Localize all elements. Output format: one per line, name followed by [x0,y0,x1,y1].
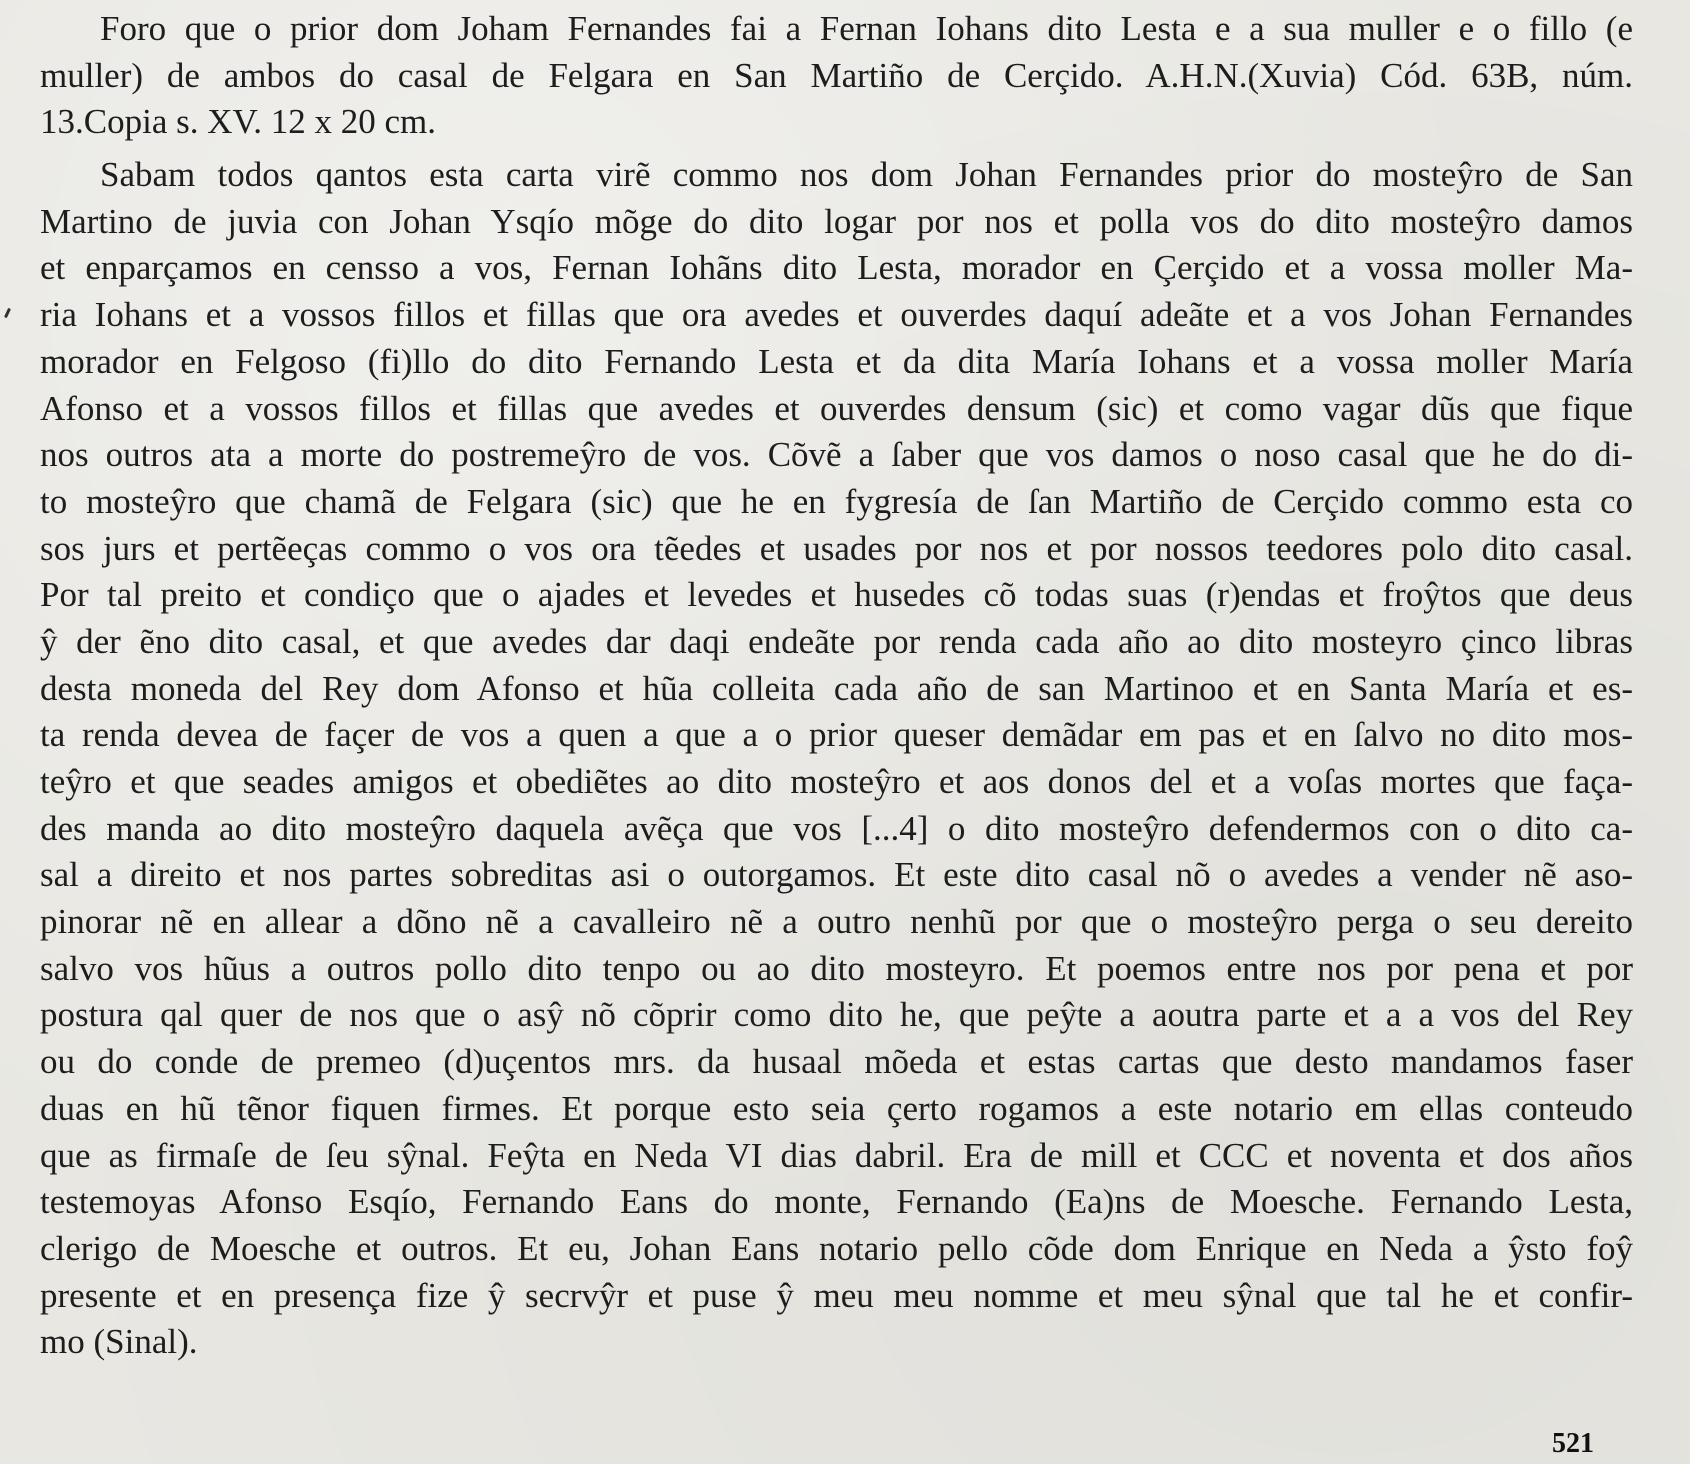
body-line: et enparçamos en censso a vos, Fernan Iohãns dito Lesta, morador en Çerçido et a vossa moller Ma- [40,248,1633,288]
ink-speck [4,308,11,318]
body-line: clerigo de Moesche et outros. Et eu, Johan Eans notario pello cõde dom Enrique en Neda a ŷsto foŷ [40,1228,1633,1268]
body-line: mo (Sinal). [40,1322,198,1362]
body-line: sos jurs et pertẽeças commo o vos ora tẽedes et usades por nos et por nossos teedores polo dito casal. [40,528,1633,568]
body-line: ŷ der ẽno dito casal, et que avedes dar daqi endeãte por renda cada año ao dito mosteyro çinco libras [40,621,1633,661]
header-line: muller) de ambos do casal de Felgara en San Martiño de Cerçido. A.H.N.(Xuvia) Cód. 63B, núm. [40,55,1633,95]
header-line: Foro que o prior dom Joham Fernandes fai a Fernan Iohans dito Lesta e a sua muller e o fillo (e [100,9,1633,48]
body-line: que as firmaſe de ſeu sŷnal. Feŷta en Neda VI dias dabril. Era de mill et CCC et noventa et dos años [40,1135,1633,1175]
body-line: Sabam todos qantos esta carta virẽ commo nos dom Johan Fernandes prior do mosteŷro de San [100,155,1633,195]
body-line: ta renda devea de façer de vos a quen a que a o prior queser demãdar em pas et en ſalvo no dito mos- [40,715,1633,755]
page-number: 521 [1552,1428,1594,1459]
header-line: 13.Copia s. XV. 12 x 20 cm. [40,102,437,142]
body-line: des manda ao dito mosteŷro daquela avẽça que vos [...4] o dito mosteŷro defendermos con o dito ca- [40,808,1633,848]
body-line: Martino de juvia con Johan Ysqío mõge do dito logar por nos et polla vos do dito mosteŷro damos [40,201,1633,241]
body-line: Afonso et a vossos fillos et fillas que avedes et ouverdes densum (sic) et como vagar dũs que fique [40,388,1633,428]
body-line: to mosteŷro que chamã de Felgara (sic) que he en fygresía de ſan Martiño de Cerçido commo esta co [40,481,1633,521]
body-line: sal a direito et nos partes sobreditas asi o outorgamos. Et este dito casal nõ o avedes a vender nẽ aso- [40,855,1633,895]
body-line: ria Iohans et a vossos fillos et fillas que ora avedes et ouverdes daquí adeãte et a vos Johan Fernandes [40,295,1633,335]
body-line: salvo vos hũus a outros pollo dito tenpo ou ao dito mosteyro. Et poemos entre nos por pena et por [40,948,1633,988]
body-line: ou do conde de premeo (d)uçentos mrs. da husaal mõeda et estas cartas que desto mandamos faser [40,1042,1633,1082]
body-line: postura qal quer de nos que o asŷ nõ cõprir como dito he, que peŷte a aoutra parte et a a vos del Rey [40,995,1633,1035]
body-line: duas en hũ tẽnor fiquen firmes. Et porque esto seia çerto rogamos a este notario em ellas conteudo [40,1088,1633,1128]
body-line: teŷro et que seades amigos et obediẽtes ao dito mosteŷro et aos donos del et a voſas mortes que faça- [40,762,1633,801]
body-line: pinorar nẽ en allear a dõno nẽ a cavalleiro nẽ a outro nenhũ por que o mosteŷro perga o seu dereito [40,902,1633,942]
body-line: presente et en presença fize ŷ secrvŷr et puse ŷ meu meu nomme et meu sŷnal que tal he et confir- [40,1275,1633,1315]
body-line: testemoyas Afonso Esqío, Fernando Eans do monte, Fernando (Ea)ns de Moesche. Fernando Lesta, [40,1182,1633,1222]
body-line: morador en Felgoso (fi)llo do dito Fernando Lesta et da dita María Iohans et a vossa moller María [40,341,1633,381]
document-text [40,6,1633,1366]
body-line: nos outros ata a morte do postremeŷro de vos. Cõvẽ a ſaber que vos damos o noso casal que he do di- [40,435,1633,475]
body-line: Por tal preito et condiço que o ajades et levedes et husedes cõ todas suas (r)endas et froŷtos que deus [40,575,1633,615]
body-line: desta moneda del Rey dom Afonso et hũa colleita cada año de san Martinoo et en Santa María et es- [40,668,1633,708]
